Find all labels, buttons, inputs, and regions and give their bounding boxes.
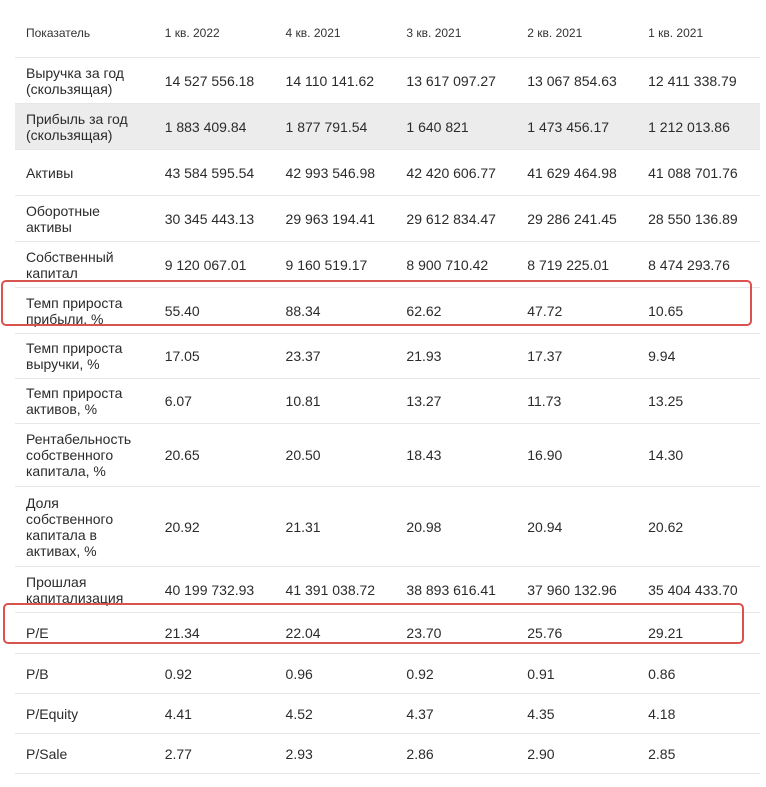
cell-value: 0.92 [154,654,275,694]
cell-value: 4.41 [154,694,275,734]
cell-value: 21.93 [395,334,516,379]
cell-value: 29 963 194.41 [275,196,396,242]
cell-value: 25.76 [516,613,637,654]
cell-value: 1 212 013.86 [637,104,760,150]
cell-value: 10.81 [275,379,396,424]
cell-value: 29 286 241.45 [516,196,637,242]
cell-value: 1 640 821 [395,104,516,150]
cell-value: 2.85 [637,734,760,774]
cell-value: 88.34 [275,288,396,334]
cell-value: 9.94 [637,334,760,379]
table-row [15,288,760,334]
cell-value: 55.40 [154,288,275,334]
cell-value: 14.30 [637,424,760,487]
cell-value: 30 345 443.13 [154,196,275,242]
cell-value: 0.91 [516,654,637,694]
cell-value: 8 900 710.42 [395,242,516,288]
cell-value: 28 550 136.89 [637,196,760,242]
cell-value: 13.25 [637,379,760,424]
row-label: Темп прироста выручки, % [15,334,154,379]
row-label: Темп прироста прибыли, % [15,288,154,334]
cell-value: 20.50 [275,424,396,487]
cell-value: 20.65 [154,424,275,487]
cell-value: 4.52 [275,694,396,734]
table-row [15,242,760,288]
cell-value: 37 960 132.96 [516,567,637,613]
cell-value: 62.62 [395,288,516,334]
cell-value: 1 473 456.17 [516,104,637,150]
row-label: Рентабельность собственного капитала, % [15,424,154,487]
cell-value: 14 110 141.62 [275,58,396,104]
table-row [15,424,760,487]
row-label: Доля собственного капитала в активах, % [15,487,154,567]
table-row [15,734,760,774]
row-label: Активы [15,150,154,196]
cell-value: 41 629 464.98 [516,150,637,196]
cell-value: 20.62 [637,487,760,567]
cell-value: 8 474 293.76 [637,242,760,288]
cell-value: 13 617 097.27 [395,58,516,104]
financial-indicators-table [15,8,760,774]
cell-value: 23.70 [395,613,516,654]
cell-value: 17.05 [154,334,275,379]
cell-value: 41 088 701.76 [637,150,760,196]
table-row [15,694,760,734]
cell-value: 2.93 [275,734,396,774]
cell-value: 40 199 732.93 [154,567,275,613]
column-header: 3 кв. 2021 [395,8,516,58]
cell-value: 43 584 595.54 [154,150,275,196]
table-row [15,196,760,242]
cell-value: 35 404 433.70 [637,567,760,613]
cell-value: 10.65 [637,288,760,334]
row-label: Прошлая капитализация [15,567,154,613]
cell-value: 14 527 556.18 [154,58,275,104]
cell-value: 4.18 [637,694,760,734]
cell-value: 21.34 [154,613,275,654]
row-label: P/E [15,613,154,654]
cell-value: 23.37 [275,334,396,379]
cell-value: 9 120 067.01 [154,242,275,288]
cell-value: 2.90 [516,734,637,774]
cell-value: 1 883 409.84 [154,104,275,150]
table-row [15,104,760,150]
column-header: 2 кв. 2021 [516,8,637,58]
table-row [15,654,760,694]
cell-value: 0.86 [637,654,760,694]
column-header: 4 кв. 2021 [275,8,396,58]
row-label: P/Sale [15,734,154,774]
row-label: Выручка за год (скользящая) [15,58,154,104]
cell-value: 2.86 [395,734,516,774]
cell-value: 22.04 [275,613,396,654]
column-header: Показатель [15,8,154,58]
cell-value: 9 160 519.17 [275,242,396,288]
table-row [15,334,760,379]
cell-value: 42 993 546.98 [275,150,396,196]
cell-value: 42 420 606.77 [395,150,516,196]
table-row [15,150,760,196]
table-row [15,58,760,104]
column-header: 1 кв. 2021 [637,8,760,58]
cell-value: 11.73 [516,379,637,424]
table-row [15,613,760,654]
cell-value: 41 391 038.72 [275,567,396,613]
cell-value: 4.37 [395,694,516,734]
cell-value: 47.72 [516,288,637,334]
cell-value: 2.77 [154,734,275,774]
cell-value: 13 067 854.63 [516,58,637,104]
row-label: Оборотные активы [15,196,154,242]
cell-value: 4.35 [516,694,637,734]
column-header: 1 кв. 2022 [154,8,275,58]
table-row [15,567,760,613]
cell-value: 17.37 [516,334,637,379]
table-header-row [15,8,760,58]
cell-value: 13.27 [395,379,516,424]
cell-value: 16.90 [516,424,637,487]
cell-value: 20.92 [154,487,275,567]
row-label: P/Equity [15,694,154,734]
table-row [15,379,760,424]
cell-value: 29.21 [637,613,760,654]
table-row [15,487,760,567]
cell-value: 1 877 791.54 [275,104,396,150]
cell-value: 20.94 [516,487,637,567]
cell-value: 20.98 [395,487,516,567]
cell-value: 8 719 225.01 [516,242,637,288]
row-label: P/B [15,654,154,694]
cell-value: 12 411 338.79 [637,58,760,104]
cell-value: 18.43 [395,424,516,487]
cell-value: 21.31 [275,487,396,567]
cell-value: 38 893 616.41 [395,567,516,613]
row-label: Собственный капитал [15,242,154,288]
cell-value: 6.07 [154,379,275,424]
cell-value: 0.92 [395,654,516,694]
row-label: Прибыль за год (скользящая) [15,104,154,150]
row-label: Темп прироста активов, % [15,379,154,424]
cell-value: 0.96 [275,654,396,694]
cell-value: 29 612 834.47 [395,196,516,242]
